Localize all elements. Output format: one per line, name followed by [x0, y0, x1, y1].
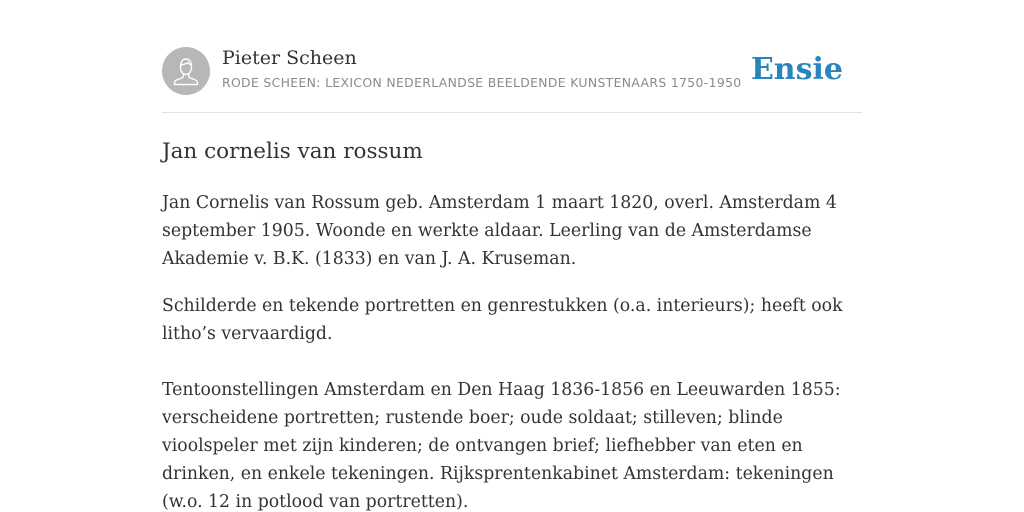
author-avatar[interactable] — [162, 47, 210, 95]
article-header — [162, 0, 862, 113]
user-silhouette-icon — [162, 47, 210, 95]
author-name[interactable]: Pieter Scheen — [222, 47, 357, 69]
content-column — [162, 0, 862, 512]
article-paragraph-1: Jan Cornelis van Rossum geb. Amsterdam 1 maart 1820, overl. Amsterdam 4 september 1905. Woonde en werkte aldaar. Leerling van de Amsterdamse Akademie v. B.K. (1833) en van J. A. Kruseman. — [162, 193, 837, 269]
ensie-logo[interactable]: Ensie — [750, 52, 843, 87]
source-lexicon[interactable]: RODE SCHEEN: LEXICON NEDERLANDSE BEELDENDE KUNSTENAARS 1750-1950 — [222, 75, 742, 90]
article-paragraph-3: Tentoonstellingen Amsterdam en Den Haag 1836-1856 en Leeuwarden 1855: verscheidene portretten; rustende boer; oude soldaat; stilleven; blinde vioolspeler met zijn kinderen; de ontvangen brief; liefhebber van eten en drinken, en enkele tekeningen. Rijksprentenkabinet Amsterdam: tekeningen (w.o. 12 in potlood van portretten). — [162, 380, 841, 512]
article-paragraph-2: Schilderde en tekende portretten en genrestukken (o.a. interieurs); heeft ook litho’s vervaardigd. — [162, 296, 843, 344]
article-title: Jan cornelis van rossum — [162, 139, 423, 164]
